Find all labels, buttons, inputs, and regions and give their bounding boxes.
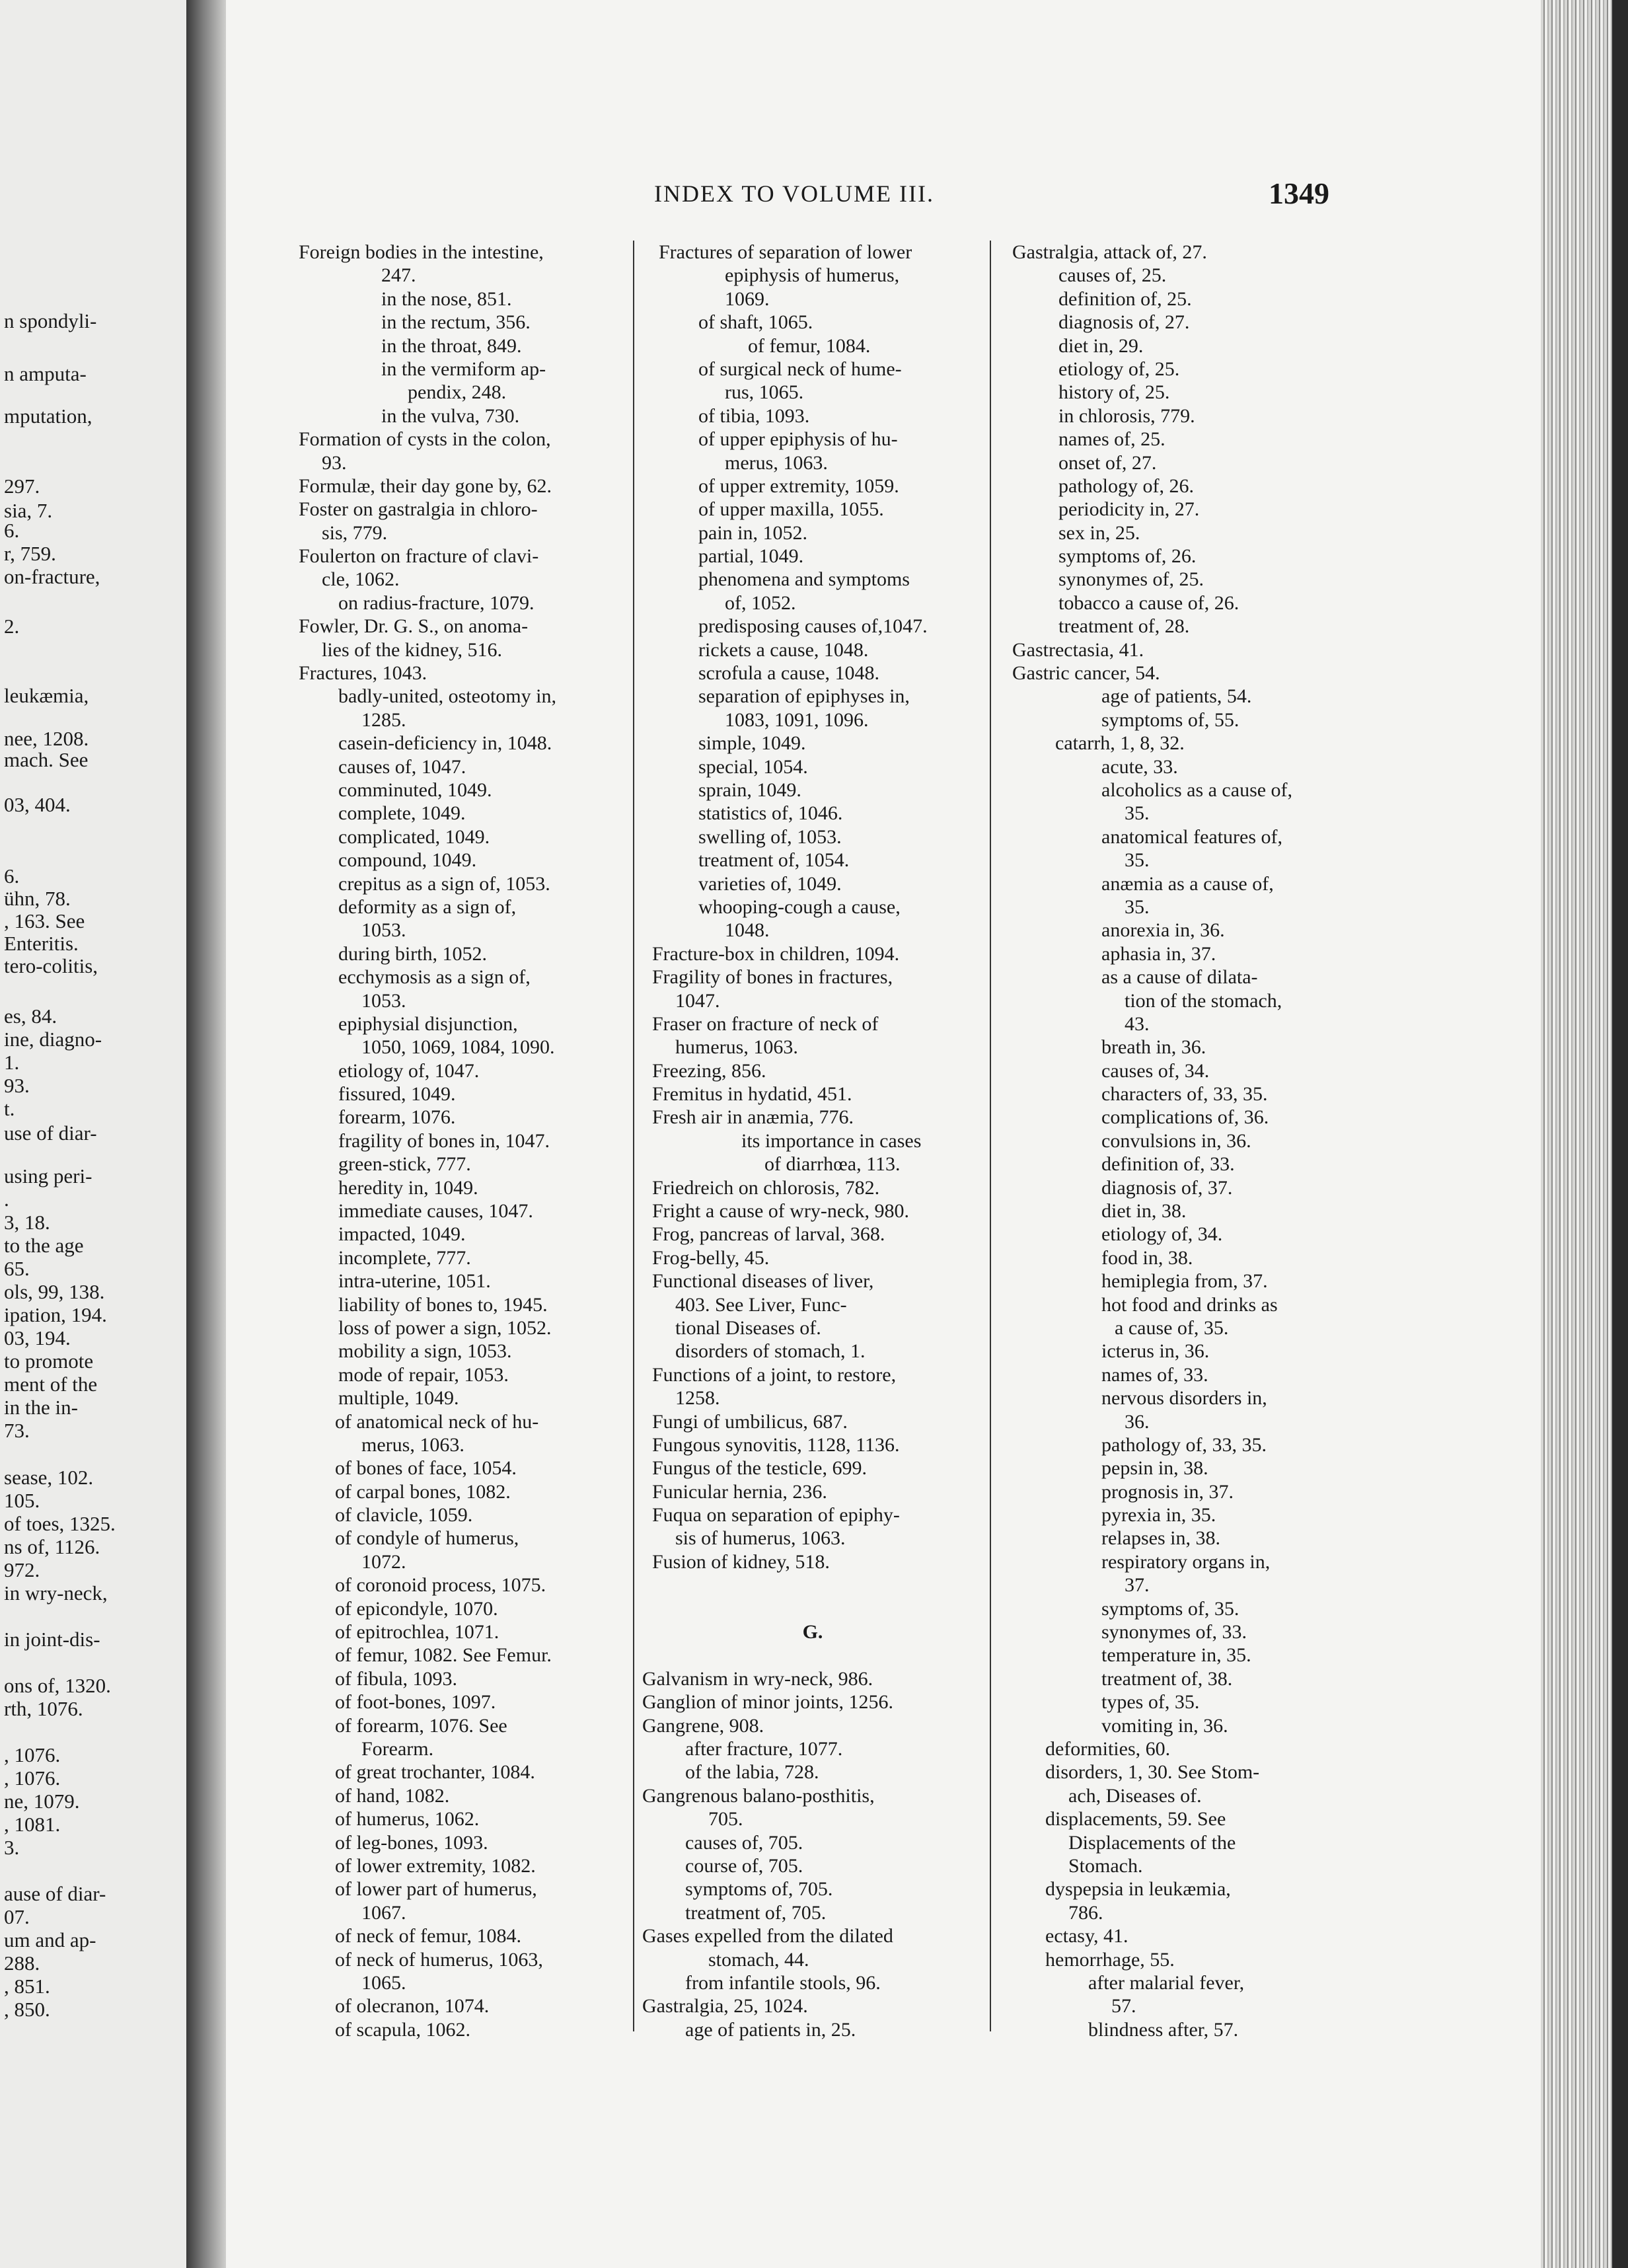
margin-fragment: n spondyli- bbox=[4, 309, 97, 332]
index-entry: anatomical features of, bbox=[1101, 825, 1283, 848]
index-entry: rus, 1065. bbox=[725, 381, 804, 404]
margin-fragment: ipation, 194. bbox=[4, 1303, 107, 1326]
index-entry: during birth, 1052. bbox=[338, 942, 487, 965]
index-entry: Foulerton on fracture of clavi- bbox=[299, 545, 539, 568]
margin-fragment: nee, 1208. bbox=[4, 727, 89, 750]
index-entry: Gangrenous balano-posthitis, bbox=[642, 1784, 875, 1807]
page-number: 1349 bbox=[1269, 176, 1329, 210]
margin-fragment: t. bbox=[4, 1097, 15, 1120]
index-entry: pendix, 248. bbox=[408, 381, 507, 404]
index-entry: deformities, 60. bbox=[1045, 1738, 1171, 1760]
index-entry: humerus, 1063. bbox=[675, 1036, 798, 1059]
index-entry: 1069. bbox=[725, 287, 770, 310]
index-entry: after malarial fever, bbox=[1088, 1971, 1245, 1994]
margin-fragment: rth, 1076. bbox=[4, 1697, 83, 1720]
index-entry: Gangrene, 908. bbox=[642, 1714, 764, 1737]
margin-fragment: sease, 102. bbox=[4, 1466, 94, 1489]
index-entry: Fragility of bones in fractures, bbox=[652, 966, 893, 989]
index-entry: of surgical neck of hume- bbox=[698, 358, 902, 380]
index-entry: epiphysis of humerus, bbox=[725, 264, 900, 287]
index-entry: Funicular hernia, 236. bbox=[652, 1480, 827, 1503]
index-entry: 1053. bbox=[361, 919, 406, 942]
index-entry: 1053. bbox=[361, 989, 406, 1012]
index-entry: 1065. bbox=[361, 1971, 406, 1994]
index-entry: Fusion of kidney, 518. bbox=[652, 1550, 830, 1573]
index-entry: ectasy, 41. bbox=[1045, 1925, 1128, 1947]
index-entry: ach, Diseases of. bbox=[1068, 1784, 1202, 1807]
index-entry: icterus in, 36. bbox=[1101, 1340, 1210, 1363]
section-letter-heading: G. bbox=[802, 1621, 823, 1644]
index-entry: of leg-bones, 1093. bbox=[335, 1831, 488, 1854]
index-entry: badly-united, osteotomy in, bbox=[338, 685, 556, 708]
index-entry: etiology of, 34. bbox=[1101, 1223, 1223, 1246]
index-entry: symptoms of, 705. bbox=[685, 1878, 833, 1901]
index-entry: of clavicle, 1059. bbox=[335, 1504, 473, 1527]
margin-fragment: 2. bbox=[4, 615, 20, 638]
index-entry: hot food and drinks as bbox=[1101, 1293, 1278, 1316]
index-entry: loss of power a sign, 1052. bbox=[338, 1316, 552, 1339]
margin-fragment: ons of, 1320. bbox=[4, 1674, 111, 1697]
index-entry: 403. See Liver, Func- bbox=[675, 1293, 847, 1316]
index-entry: compound, 1049. bbox=[338, 849, 477, 872]
index-entry: rickets a cause, 1048. bbox=[698, 638, 869, 661]
index-entry: of condyle of humerus, bbox=[335, 1527, 519, 1550]
margin-fragment: to promote bbox=[4, 1349, 94, 1373]
index-entry: definition of, 25. bbox=[1058, 287, 1192, 310]
index-entry: scrofula a cause, 1048. bbox=[698, 662, 880, 685]
index-entry: vomiting in, 36. bbox=[1101, 1714, 1228, 1737]
index-entry: liability of bones to, 1945. bbox=[338, 1293, 548, 1316]
index-entry: causes of, 1047. bbox=[338, 755, 466, 778]
index-entry: Formation of cysts in the colon, bbox=[299, 428, 551, 451]
index-entry: 1083, 1091, 1096. bbox=[725, 708, 869, 731]
running-header: INDEX TO VOLUME III. bbox=[654, 180, 934, 207]
index-entry: 57. bbox=[1111, 1995, 1136, 2018]
index-entry: whooping-cough a cause, bbox=[698, 895, 901, 918]
index-entry: of bones of face, 1054. bbox=[335, 1457, 517, 1480]
index-entry: pathology of, 33, 35. bbox=[1101, 1433, 1267, 1456]
index-entry: Fremitus in hydatid, 451. bbox=[652, 1083, 852, 1106]
index-entry: 1072. bbox=[361, 1550, 406, 1573]
index-entry: varieties of, 1049. bbox=[698, 872, 842, 895]
margin-fragment: , 851. bbox=[4, 1975, 50, 1998]
margin-fragment: 105. bbox=[4, 1489, 40, 1512]
index-entry: complete, 1049. bbox=[338, 802, 466, 825]
index-entry: Gastralgia, 25, 1024. bbox=[642, 1995, 808, 2018]
margin-fragment: in joint-dis- bbox=[4, 1628, 100, 1651]
index-column-3 bbox=[1012, 241, 1343, 2041]
index-entry: complicated, 1049. bbox=[338, 825, 490, 848]
index-entry: symptoms of, 55. bbox=[1101, 708, 1240, 731]
index-entry: pain in, 1052. bbox=[698, 521, 807, 544]
index-entry: treatment of, 38. bbox=[1101, 1667, 1233, 1690]
index-entry: of olecranon, 1074. bbox=[335, 1995, 490, 2018]
index-entry: of shaft, 1065. bbox=[698, 311, 813, 334]
index-entry: multiple, 1049. bbox=[338, 1387, 459, 1410]
index-entry: hemiplegia from, 37. bbox=[1101, 1270, 1268, 1293]
index-entry: aphasia in, 37. bbox=[1101, 942, 1216, 965]
index-entry: prognosis in, 37. bbox=[1101, 1480, 1234, 1503]
index-entry: simple, 1049. bbox=[698, 732, 806, 755]
index-entry: of hand, 1082. bbox=[335, 1784, 450, 1807]
index-entry: mode of repair, 1053. bbox=[338, 1363, 509, 1386]
margin-fragment: on-fracture, bbox=[4, 565, 100, 588]
margin-fragment: r, 759. bbox=[4, 542, 56, 565]
index-entry: catarrh, 1, 8, 32. bbox=[1055, 732, 1185, 755]
index-entry: breath in, 36. bbox=[1101, 1036, 1206, 1059]
index-entry: types of, 35. bbox=[1101, 1691, 1200, 1714]
margin-fragment: es, 84. bbox=[4, 1004, 57, 1028]
index-entry: of neck of humerus, 1063, bbox=[335, 1948, 543, 1971]
margin-fragment: , 1076. bbox=[4, 1743, 61, 1766]
index-entry: dyspepsia in leukæmia, bbox=[1045, 1878, 1231, 1901]
index-entry: Frog, pancreas of larval, 368. bbox=[652, 1223, 885, 1246]
margin-fragment: ns of, 1126. bbox=[4, 1535, 100, 1558]
index-entry: Fright a cause of wry-neck, 980. bbox=[652, 1200, 910, 1223]
index-entry: complications of, 36. bbox=[1101, 1106, 1269, 1129]
index-entry: in the throat, 849. bbox=[381, 334, 522, 357]
index-entry: Gastralgia, attack of, 27. bbox=[1012, 241, 1207, 263]
margin-fragment: 1. bbox=[4, 1051, 20, 1074]
index-entry: characters of, 33, 35. bbox=[1101, 1083, 1268, 1106]
index-entry: Formulæ, their day gone by, 62. bbox=[299, 474, 552, 497]
index-entry: of femur, 1084. bbox=[748, 334, 871, 357]
index-entry: history of, 25. bbox=[1058, 381, 1170, 404]
index-entry: disorders of stomach, 1. bbox=[675, 1340, 866, 1363]
index-entry: pepsin in, 38. bbox=[1101, 1457, 1208, 1480]
index-entry: 35. bbox=[1125, 802, 1150, 825]
index-entry: epiphysial disjunction, bbox=[338, 1012, 518, 1035]
index-entry: Fungous synovitis, 1128, 1136. bbox=[652, 1433, 900, 1456]
index-entry: cle, 1062. bbox=[322, 568, 400, 591]
index-entry: merus, 1063. bbox=[725, 451, 828, 474]
index-entry: on radius-fracture, 1079. bbox=[338, 591, 535, 614]
index-entry: temperature in, 35. bbox=[1101, 1644, 1251, 1667]
index-entry: of anatomical neck of hu- bbox=[335, 1410, 539, 1433]
margin-fragment: 65. bbox=[4, 1257, 30, 1280]
index-entry: of lower extremity, 1082. bbox=[335, 1854, 536, 1877]
index-entry: heredity in, 1049. bbox=[338, 1176, 478, 1199]
index-entry: lies of the kidney, 516. bbox=[322, 638, 503, 661]
index-entry: age of patients in, 25. bbox=[685, 2018, 856, 2041]
index-entry: synonymes of, 25. bbox=[1058, 568, 1204, 591]
index-entry: Functional diseases of liver, bbox=[652, 1270, 874, 1293]
index-entry: Ganglion of minor joints, 1256. bbox=[642, 1691, 893, 1714]
index-entry: intra-uterine, 1051. bbox=[338, 1270, 491, 1293]
index-entry: diet in, 38. bbox=[1101, 1200, 1187, 1223]
index-entry: names of, 25. bbox=[1058, 428, 1166, 451]
index-entry: 1048. bbox=[725, 919, 770, 942]
index-entry: sis, 779. bbox=[322, 521, 388, 544]
index-entry: of epicondyle, 1070. bbox=[335, 1597, 498, 1620]
index-entry: of femur, 1082. See Femur. bbox=[335, 1644, 552, 1667]
index-entry: 786. bbox=[1068, 1901, 1103, 1924]
index-entry: in chlorosis, 779. bbox=[1058, 404, 1195, 427]
index-entry bbox=[642, 1644, 983, 1667]
index-entry: mobility a sign, 1053. bbox=[338, 1340, 512, 1363]
index-entry: diet in, 29. bbox=[1058, 334, 1144, 357]
index-entry: 705. bbox=[708, 1808, 743, 1831]
margin-fragment: 03, 404. bbox=[4, 793, 71, 816]
index-entry: symptoms of, 26. bbox=[1058, 545, 1197, 568]
index-entry: Gastrectasia, 41. bbox=[1012, 638, 1144, 661]
index-entry: of scapula, 1062. bbox=[335, 2018, 470, 2041]
margin-fragment: ment of the bbox=[4, 1373, 98, 1396]
index-entry: stomach, 44. bbox=[708, 1948, 809, 1971]
index-entry: disorders, 1, 30. See Stom- bbox=[1045, 1761, 1260, 1784]
margin-fragment: 972. bbox=[4, 1558, 40, 1581]
margin-fragment: , 163. See bbox=[4, 909, 85, 932]
index-entry: treatment of, 705. bbox=[685, 1901, 827, 1924]
margin-fragment: leukæmia, bbox=[4, 684, 89, 707]
index-entry: Forearm. bbox=[361, 1738, 434, 1760]
index-entry: 247. bbox=[381, 264, 416, 287]
margin-fragment: . bbox=[4, 1188, 9, 1211]
margin-fragment: ause of diar- bbox=[4, 1882, 106, 1905]
index-entry: causes of, 34. bbox=[1101, 1059, 1210, 1082]
index-entry: incomplete, 777. bbox=[338, 1246, 471, 1269]
index-entry: 1047. bbox=[675, 989, 720, 1012]
index-entry: alcoholics as a cause of, bbox=[1101, 778, 1293, 801]
margin-fragment: Enteritis. bbox=[4, 932, 79, 955]
margin-fragment: 3, 18. bbox=[4, 1211, 50, 1234]
index-entry: onset of, 27. bbox=[1058, 451, 1157, 474]
index-entry: displacements, 59. See bbox=[1045, 1808, 1226, 1831]
index-entry: Galvanism in wry-neck, 986. bbox=[642, 1667, 873, 1690]
index-entry: anæmia as a cause of, bbox=[1101, 872, 1274, 895]
index-entry: Fractures, 1043. bbox=[299, 662, 427, 685]
index-entry: ecchymosis as a sign of, bbox=[338, 966, 531, 989]
index-entry: convulsions in, 36. bbox=[1101, 1129, 1251, 1152]
margin-fragment: , 850. bbox=[4, 1998, 50, 2021]
index-entry: 1285. bbox=[361, 708, 406, 731]
index-entry: Fractures of separation of lower bbox=[659, 241, 912, 263]
index-entry: 37. bbox=[1125, 1574, 1150, 1597]
index-entry: etiology of, 1047. bbox=[338, 1059, 480, 1082]
index-entry: Fungi of umbilicus, 687. bbox=[652, 1410, 848, 1433]
margin-fragment: n amputa- bbox=[4, 362, 87, 385]
index-entry: sis of humerus, 1063. bbox=[675, 1527, 846, 1550]
index-entry: its importance in cases bbox=[741, 1129, 922, 1152]
margin-fragment: tero-colitis, bbox=[4, 954, 98, 977]
margin-fragment: 6. bbox=[4, 864, 20, 888]
index-entry: special, 1054. bbox=[698, 755, 808, 778]
index-entry: treatment of, 1054. bbox=[698, 849, 850, 872]
index-entry: diagnosis of, 37. bbox=[1101, 1176, 1233, 1199]
index-entry: blindness after, 57. bbox=[1088, 2018, 1239, 2041]
index-entry: 1067. bbox=[361, 1901, 406, 1924]
index-entry: course of, 705. bbox=[685, 1854, 803, 1877]
index-entry: comminuted, 1049. bbox=[338, 778, 492, 801]
index-entry: Functions of a joint, to restore, bbox=[652, 1363, 897, 1386]
index-entry: Gastric cancer, 54. bbox=[1012, 662, 1160, 685]
margin-fragment: in wry-neck, bbox=[4, 1581, 108, 1605]
margin-fragment: 6. bbox=[4, 519, 20, 542]
index-entry: pyrexia in, 35. bbox=[1101, 1504, 1216, 1527]
index-entry: diagnosis of, 27. bbox=[1058, 311, 1190, 334]
index-entry: symptoms of, 35. bbox=[1101, 1597, 1240, 1620]
index-entry: respiratory organs in, bbox=[1101, 1550, 1271, 1573]
index-entry: nervous disorders in, bbox=[1101, 1387, 1267, 1410]
margin-fragment: 288. bbox=[4, 1951, 40, 1975]
index-entry: of foot-bones, 1097. bbox=[335, 1691, 496, 1714]
index-entry: causes of, 705. bbox=[685, 1831, 803, 1854]
index-entry: Freezing, 856. bbox=[652, 1059, 766, 1082]
index-entry: casein-deficiency in, 1048. bbox=[338, 732, 552, 755]
index-entry: of neck of femur, 1084. bbox=[335, 1925, 522, 1947]
margin-fragment: to the age bbox=[4, 1234, 84, 1257]
index-entry: statistics of, 1046. bbox=[698, 802, 843, 825]
margin-fragment: use of diar- bbox=[4, 1121, 97, 1145]
index-entry: in the vermiform ap- bbox=[381, 358, 546, 380]
index-entry: treatment of, 28. bbox=[1058, 615, 1190, 638]
index-entry: Fuqua on separation of epiphy- bbox=[652, 1504, 900, 1527]
index-entry: deformity as a sign of, bbox=[338, 895, 517, 918]
index-entry: sex in, 25. bbox=[1058, 521, 1140, 544]
previous-page-fragment bbox=[0, 0, 186, 2268]
margin-fragment: 03, 194. bbox=[4, 1326, 71, 1349]
margin-fragment: mputation, bbox=[4, 404, 92, 428]
index-entry: in the nose, 851. bbox=[381, 287, 512, 310]
index-entry: sprain, 1049. bbox=[698, 778, 801, 801]
index-entry bbox=[642, 1597, 983, 1620]
index-entry: in the vulva, 730. bbox=[381, 404, 520, 427]
index-entry: of upper epiphysis of hu- bbox=[698, 428, 898, 451]
margin-fragment: mach. See bbox=[4, 748, 89, 771]
index-entry: of lower part of humerus, bbox=[335, 1878, 537, 1901]
index-entry: of diarrhœa, 113. bbox=[764, 1153, 901, 1176]
margin-fragment: ols, 99, 138. bbox=[4, 1280, 105, 1303]
index-entry: 35. bbox=[1125, 849, 1150, 872]
index-entry: Fungus of the testicle, 699. bbox=[652, 1457, 867, 1480]
index-entry: tobacco a cause of, 26. bbox=[1058, 591, 1240, 614]
index-entry: partial, 1049. bbox=[698, 545, 804, 568]
index-entry: synonymes of, 33. bbox=[1101, 1621, 1247, 1644]
index-entry: of great trochanter, 1084. bbox=[335, 1761, 535, 1784]
index-entry: relapses in, 38. bbox=[1101, 1527, 1220, 1550]
index-entry: of coronoid process, 1075. bbox=[335, 1574, 546, 1597]
index-entry: acute, 33. bbox=[1101, 755, 1178, 778]
index-entry: Fresh air in anæmia, 776. bbox=[652, 1106, 854, 1129]
index-entry: from infantile stools, 96. bbox=[685, 1971, 881, 1994]
margin-fragment: in the in- bbox=[4, 1396, 78, 1419]
index-entry bbox=[642, 1573, 983, 1597]
index-entry: 35. bbox=[1125, 895, 1150, 918]
book-cover-edge bbox=[1612, 0, 1628, 2268]
index-entry: of humerus, 1062. bbox=[335, 1808, 480, 1831]
index-entry: definition of, 33. bbox=[1101, 1153, 1235, 1176]
index-entry: of forearm, 1076. See bbox=[335, 1714, 507, 1737]
margin-fragment: 93. bbox=[4, 1074, 30, 1097]
index-entry: Displacements of the bbox=[1068, 1831, 1236, 1854]
margin-fragment: ne, 1079. bbox=[4, 1790, 80, 1813]
index-entry: of, 1052. bbox=[725, 591, 796, 614]
index-column-1 bbox=[299, 241, 629, 2041]
index-entry: 43. bbox=[1125, 1012, 1150, 1035]
index-entry: Fraser on fracture of neck of bbox=[652, 1012, 879, 1035]
index-entry: in the rectum, 356. bbox=[381, 311, 531, 334]
index-entry: pathology of, 26. bbox=[1058, 474, 1194, 497]
index-entry: 93. bbox=[322, 451, 347, 474]
index-entry: a cause of, 35. bbox=[1115, 1316, 1229, 1339]
index-entry: periodicity in, 27. bbox=[1058, 498, 1200, 521]
index-entry: Stomach. bbox=[1068, 1854, 1143, 1877]
index-entry: predisposing causes of,1047. bbox=[698, 615, 928, 638]
index-entry: Fracture-box in children, 1094. bbox=[652, 942, 900, 965]
index-entry: anorexia in, 36. bbox=[1101, 919, 1225, 942]
index-entry: of upper extremity, 1059. bbox=[698, 474, 899, 497]
index-entry: hemorrhage, 55. bbox=[1045, 1948, 1175, 1971]
margin-fragment: 297. bbox=[4, 474, 40, 498]
margin-fragment: sia, 7. bbox=[4, 499, 53, 522]
margin-fragment: , 1081. bbox=[4, 1813, 61, 1836]
margin-fragment: 3. bbox=[4, 1836, 20, 1859]
index-entry: Frog-belly, 45. bbox=[652, 1246, 770, 1269]
margin-fragment: 07. bbox=[4, 1905, 30, 1928]
index-entry: age of patients, 54. bbox=[1101, 685, 1252, 708]
index-entry: merus, 1063. bbox=[361, 1433, 464, 1456]
index-entry: of fibula, 1093. bbox=[335, 1667, 457, 1690]
column-rule bbox=[633, 241, 634, 2031]
index-entry: 1258. bbox=[675, 1387, 720, 1410]
index-entry: after fracture, 1077. bbox=[685, 1738, 843, 1760]
index-entry: Foreign bodies in the intestine, bbox=[299, 241, 544, 263]
margin-fragment: um and ap- bbox=[4, 1928, 96, 1951]
index-entry: crepitus as a sign of, 1053. bbox=[338, 872, 550, 895]
index-entry: tion of the stomach, bbox=[1125, 989, 1282, 1012]
index-entry: causes of, 25. bbox=[1058, 264, 1167, 287]
index-entry: impacted, 1049. bbox=[338, 1223, 466, 1246]
index-entry: food in, 38. bbox=[1101, 1246, 1193, 1269]
index-entry: of upper maxilla, 1055. bbox=[698, 498, 884, 521]
index-entry: etiology of, 25. bbox=[1058, 358, 1180, 380]
margin-fragment: 73. bbox=[4, 1419, 30, 1442]
index-entry: separation of epiphyses in, bbox=[698, 685, 910, 708]
index-entry: fragility of bones in, 1047. bbox=[338, 1129, 550, 1152]
index-entry: names of, 33. bbox=[1101, 1363, 1208, 1386]
margin-fragment: ühn, 78. bbox=[4, 887, 71, 910]
margin-fragment: using peri- bbox=[4, 1164, 92, 1188]
margin-fragment: , 1076. bbox=[4, 1766, 61, 1790]
index-entry: forearm, 1076. bbox=[338, 1106, 456, 1129]
column-rule bbox=[990, 241, 991, 2031]
margin-fragment: ine, diagno- bbox=[4, 1028, 102, 1051]
index-entry: of carpal bones, 1082. bbox=[335, 1480, 511, 1503]
index-entry: Friedreich on chlorosis, 782. bbox=[652, 1176, 880, 1199]
index-entry: immediate causes, 1047. bbox=[338, 1200, 533, 1223]
index-entry: tional Diseases of. bbox=[675, 1316, 821, 1339]
index-entry: phenomena and symptoms bbox=[698, 568, 910, 591]
index-entry: 1050, 1069, 1084, 1090. bbox=[361, 1036, 555, 1059]
index-entry: as a cause of dilata- bbox=[1101, 966, 1258, 989]
margin-fragment: of toes, 1325. bbox=[4, 1512, 116, 1535]
index-entry: green-stick, 777. bbox=[338, 1153, 471, 1176]
index-entry: swelling of, 1053. bbox=[698, 825, 842, 848]
index-entry: Foster on gastralgia in chloro- bbox=[299, 498, 538, 521]
index-column-2 bbox=[642, 241, 983, 2041]
index-entry: of the labia, 728. bbox=[685, 1761, 819, 1784]
index-entry: fissured, 1049. bbox=[338, 1083, 456, 1106]
index-entry: Gases expelled from the dilated bbox=[642, 1925, 893, 1947]
index-entry: 36. bbox=[1125, 1410, 1150, 1433]
index-entry: Fowler, Dr. G. S., on anoma- bbox=[299, 615, 529, 638]
index-entry: of tibia, 1093. bbox=[698, 404, 810, 427]
index-entry: of epitrochlea, 1071. bbox=[335, 1621, 500, 1644]
book-gutter bbox=[186, 0, 226, 2268]
